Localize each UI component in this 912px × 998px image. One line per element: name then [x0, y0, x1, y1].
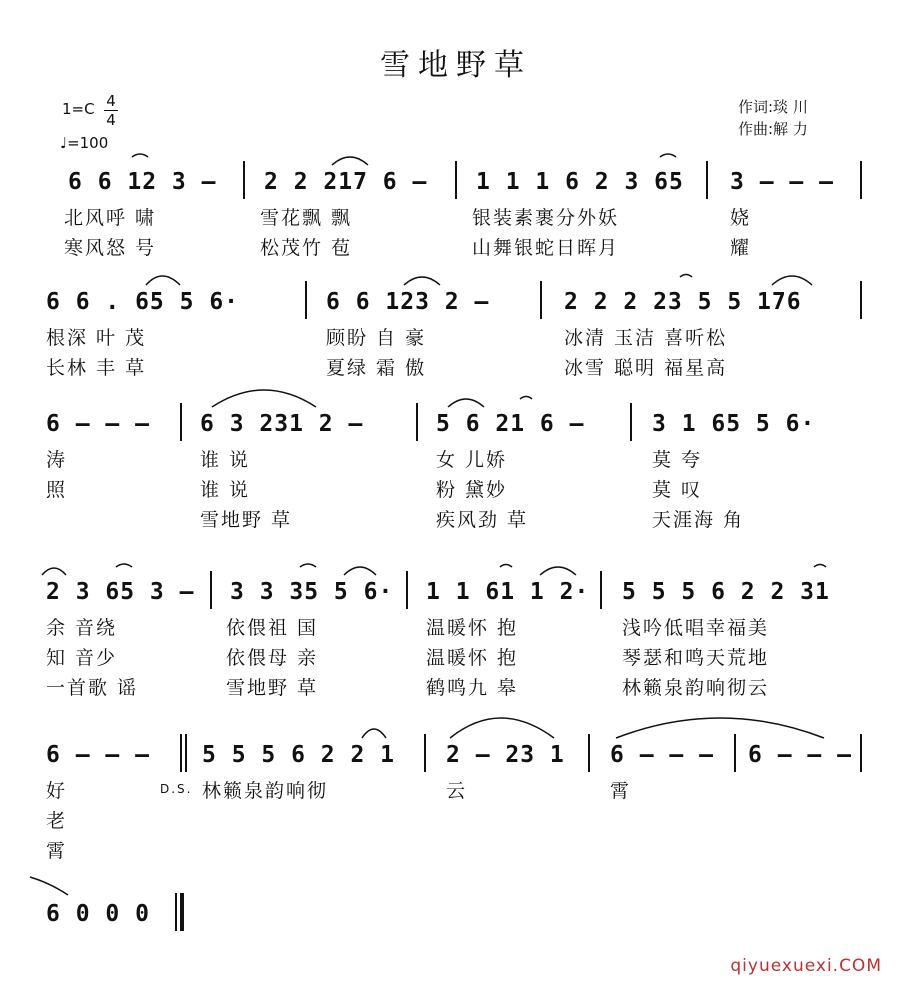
lyric: 好 [46, 780, 68, 802]
measure: 1 1 61 1 2· [426, 579, 590, 605]
lyricist-label: 作词:琰 川 [738, 98, 808, 116]
barline [180, 893, 184, 931]
measure: 6 6 12 3 – [68, 169, 217, 195]
measure: 5 5 5 6 2 2 31 [622, 579, 830, 605]
lyric: 温暖怀 抱 [426, 617, 519, 639]
lyric: 长林 丰 草 [46, 357, 147, 379]
lyric: 女 儿娇 [436, 449, 508, 471]
barline [860, 734, 862, 772]
lyric: 老 [46, 810, 68, 832]
barline [416, 403, 418, 441]
measure: 3 1 65 5 6· [652, 411, 816, 437]
lyric: 根深 叶 茂 [46, 327, 147, 349]
barline [600, 571, 602, 609]
lyric: 雪花飘 飘 [260, 207, 353, 229]
lyric: 耀 [730, 237, 752, 259]
score-system-5 [40, 738, 880, 868]
lyric: 夏绿 霜 傲 [326, 357, 427, 379]
lyric: 谁 说 [200, 449, 251, 471]
measure: 6 – – – [46, 742, 150, 768]
lyric: 鹤鸣九 皋 [426, 677, 519, 699]
barline [455, 161, 457, 199]
lyric: 娆 [730, 207, 752, 229]
lyric: 雪地野 草 [226, 677, 319, 699]
lyric: 林籁泉韵响彻 [202, 780, 329, 802]
lyric: 霄 [46, 840, 68, 862]
lyric: 余 音绕 [46, 617, 118, 639]
barline [540, 281, 542, 319]
measure: 5 5 5 6 2 2 1 [202, 742, 396, 768]
barline [175, 893, 177, 931]
measure: 6 6 . 65 5 6· [46, 289, 240, 315]
lyric: 照 [46, 479, 68, 501]
key-signature [62, 100, 95, 118]
notes-row [40, 897, 880, 931]
barline [630, 403, 632, 441]
page-title: 雪地野草 [380, 48, 532, 83]
measure: 6 – – – [748, 742, 852, 768]
notes-row [40, 738, 880, 772]
composer-label: 作曲:解 力 [738, 120, 808, 138]
lyric: 知 音少 [46, 647, 118, 669]
measure: 6 3 231 2 – [200, 411, 364, 437]
score-system-2 [40, 285, 880, 385]
lyric: 琴瑟和鸣天荒地 [622, 647, 770, 669]
lyric: 北风呼 啸 [64, 207, 157, 229]
measure: 2 3 65 3 – [46, 579, 195, 605]
lyric: 疾风劲 草 [436, 509, 529, 531]
lyric: 松茂竹 苞 [260, 237, 353, 259]
lyric: 一首歌 谣 [46, 677, 139, 699]
barline [180, 734, 182, 772]
measure: 1 1 1 6 2 3 65 [476, 169, 684, 195]
lyric: 温暖怀 抱 [426, 647, 519, 669]
lyric: 林籁泉韵响彻云 [622, 677, 770, 699]
time-bottom: 4 [104, 110, 118, 129]
key-label: 1=C [62, 100, 95, 118]
lyric: 依偎母 亲 [226, 647, 319, 669]
score-system-6 [40, 897, 880, 937]
barline [734, 734, 736, 772]
barline [210, 571, 212, 609]
lyric: 云 [446, 780, 468, 802]
measure: 2 – 23 1 [446, 742, 565, 768]
barline [185, 734, 187, 772]
lyric: 涛 [46, 449, 68, 471]
lyric: 粉 黛妙 [436, 479, 508, 501]
barline [860, 161, 862, 199]
measure: 6 – – – [610, 742, 714, 768]
lyric: 莫 夸 [652, 449, 703, 471]
measure: 6 6 123 2 – [326, 289, 490, 315]
lyric: 寒风怒 号 [64, 237, 157, 259]
measure: 6 0 0 0 [46, 901, 150, 927]
measure: 2 2 2 23 5 5 176 [564, 289, 802, 315]
measure: 2 2 217 6 – [264, 169, 428, 195]
score-system-4 [40, 575, 880, 705]
score-system-1 [40, 165, 880, 265]
measure: 6 – – – [46, 411, 150, 437]
time-top: 4 [106, 92, 116, 110]
lyric: 冰清 玉洁 喜听松 [564, 327, 728, 349]
notes-row [40, 165, 880, 199]
lyric: 雪地野 草 [200, 509, 293, 531]
watermark: qiyuexuexi.COM [730, 956, 882, 976]
lyric: 冰雪 聪明 福星高 [564, 357, 728, 379]
notes-row [40, 285, 880, 319]
lyricist-credit [738, 98, 808, 116]
barline [180, 403, 182, 441]
ds-marking: D.S. [160, 782, 193, 796]
lyric: 天涯海 角 [652, 509, 745, 531]
lyric: 银装素裹分外妖 [472, 207, 620, 229]
notes-row [40, 575, 880, 609]
measure: 3 – – – [730, 169, 834, 195]
time-signature [104, 92, 118, 129]
tempo-label: ♩=100 [60, 134, 109, 152]
barline [706, 161, 708, 199]
lyric: 霄 [610, 780, 632, 802]
barline [243, 161, 245, 199]
lyric: 莫 叹 [652, 479, 703, 501]
barline [860, 281, 862, 319]
measure: 5 6 21 6 – [436, 411, 585, 437]
measure: 3 3 35 5 6· [230, 579, 394, 605]
barline [588, 734, 590, 772]
lyric: 顾盼 自 豪 [326, 327, 427, 349]
barline [424, 734, 426, 772]
score-system-3 [40, 407, 880, 537]
lyric: 山舞银蛇日晖月 [472, 237, 620, 259]
lyric: 谁 说 [200, 479, 251, 501]
notes-row [40, 407, 880, 441]
lyric: 浅吟低唱幸福美 [622, 617, 770, 639]
barline [406, 571, 408, 609]
lyric: 依偎祖 国 [226, 617, 319, 639]
barline [305, 281, 307, 319]
